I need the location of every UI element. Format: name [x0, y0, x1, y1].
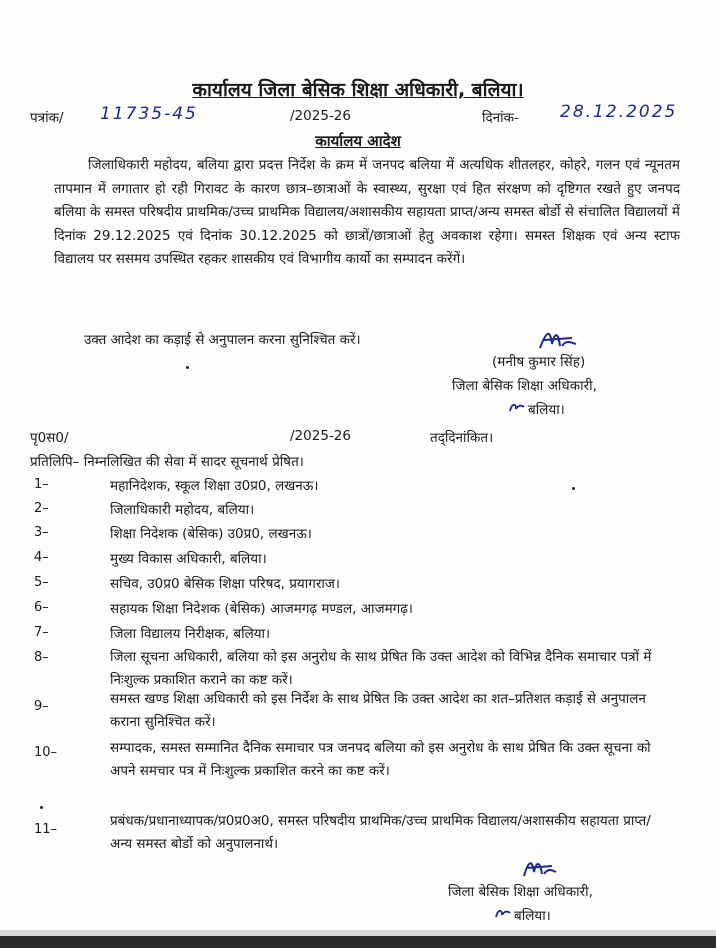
item-number: 1– [34, 477, 49, 492]
copy-intro: प्रतिलिपि– निम्नलिखित की सेवा में सादर सूचनार्थ प्रेषित। [30, 454, 304, 470]
ref-year: /2025-26 [290, 108, 351, 124]
signatory-place: बलिया। [528, 402, 565, 418]
order-paragraph: जिलाधिकारी महोदय, बलिया द्वारा प्रदत्त निर्देश के क्रम में जनपद बलिया में अत्यधिक शीतलहर, कोहरे, गलन एवं न्यूनतम तापमान में लगातार हो रही गिरावट के कारण छात्र–छात्राओं के स्वास्थ्य, सुरक्षा एवं हित संरक्षण को दृष्टिगत रखते हुए जनपद बलिया के समस्त परिषदीय प्राथमिक/उच्च प्राथमिक विद्यालय/अशासकीय सहायता प्राप्त/अन्य समस्त बोर्डो से संचालित विद्यालयों में दिनांक 29.12.2025 एवं दिनांक 30.12.2025 को छात्रों/छात्राओं हेतु अवकाश रहेगा। समस्त शिक्षक एवं अन्य स्टाफ विद्यालय पर ससमय उपस्थित रहकर शासकीय एवं विभागीय कार्यो का सम्पादन करेंगें। [54, 157, 680, 268]
item-number: 6– [34, 600, 49, 615]
compliance-paragraph: उक्त आदेश का कड़ाई से अनुपालन करना सुनिश्चित करें। [84, 332, 361, 348]
signatory-name: (मनीष कुमार सिंह) [492, 354, 586, 370]
scan-edge-dark [0, 936, 716, 948]
copy-ref-year: /2025-26 [290, 428, 351, 444]
stray-mark [186, 366, 189, 369]
item-number: 2– [34, 501, 49, 516]
list-item: समस्त खण्ड शिक्षा अधिकारी को इस निर्देश के साथ प्रेषित कि उक्त आदेश का शत–प्रतिशत कड़ाई से अनुपालन कराना सुनिश्चित करें। [110, 691, 646, 730]
list-item: शिक्षा निदेशक (बेसिक) उ0प्र0, लखनऊ। [110, 526, 312, 542]
date-handwritten: 28.12.2025 [560, 102, 678, 122]
stray-mark [572, 487, 575, 490]
stray-mark [40, 806, 43, 809]
initial-mark [494, 907, 512, 921]
date-label: दिनांक- [482, 110, 519, 126]
list-item: महानिदेशक, स्कूल शिक्षा उ0प्र0, लखनऊ। [110, 478, 319, 494]
copy-date-label: तद्‌दिनांकित। [430, 430, 494, 446]
ref-number-handwritten: 11735-45 [100, 104, 198, 124]
list-item: जिला विद्यालय निरीक्षक, बलिया। [110, 626, 271, 642]
initial-mark [508, 401, 526, 415]
office-title: कार्यालय जिला बेसिक शिक्षा अधिकारी, बलिया। [192, 79, 524, 101]
list-item: जिला सूचना अधिकारी, बलिया को इस अनुरोध के साथ प्रेषित कि उक्त आदेश को विभिन्न दैनिक समाचार पत्रों में निःशुल्क प्रकाशित कराने का कष्ट करें। [110, 649, 652, 688]
item-number: 5– [34, 575, 49, 590]
item-number: 10– [34, 745, 58, 760]
item-number: 9– [34, 699, 49, 714]
item-number: 4– [34, 550, 49, 565]
list-item: सम्पादक, समस्त सम्मानित दैनिक समाचार पत्र जनपद बलिया को इस अनुरोध के साथ प्रेषित कि उक्त सूचना को अपने समचार पत्र में निःशुल्क प्रकाशित करने का कष्ट करें। [110, 740, 651, 779]
list-item: मुख्य विकास अधिकारी, बलिया। [110, 551, 267, 567]
list-item: सचिव, उ0प्र0 बेसिक शिक्षा परिषद, प्रयागराज। [110, 576, 340, 592]
item-number: 7– [34, 625, 49, 640]
copy-ref-label: पृ0स0/ [30, 430, 69, 446]
item-number: 8– [34, 650, 49, 665]
item-number: 3– [34, 525, 49, 540]
list-item: प्रबंधक/प्रधानाध्यापक/प्र0प्र0अ0, समस्त परिषदीय प्राथमिक/उच्च प्राथमिक विद्यालय/अशासकीय सहायता प्राप्त/अन्य समस्त बोर्डो को अनुपालनार्थ। [110, 813, 651, 852]
item-number: 11– [34, 822, 58, 837]
signature-mark [536, 326, 582, 354]
signatory-designation: जिला बेसिक शिक्षा अधिकारी, [448, 884, 593, 900]
signatory-designation: जिला बेसिक शिक्षा अधिकारी, [452, 378, 597, 394]
ref-label: पत्रांक/ [30, 110, 64, 126]
order-heading: कार्यालय आदेश [315, 132, 401, 150]
list-item: जिलाधिकारी महोदय, बलिया। [110, 502, 255, 518]
signature-mark [520, 856, 560, 882]
signatory-place: बलिया। [514, 908, 551, 924]
list-item: सहायक शिक्षा निदेशक (बेसिक) आजमगढ़ मण्डल, आजमगढ़। [110, 601, 413, 617]
